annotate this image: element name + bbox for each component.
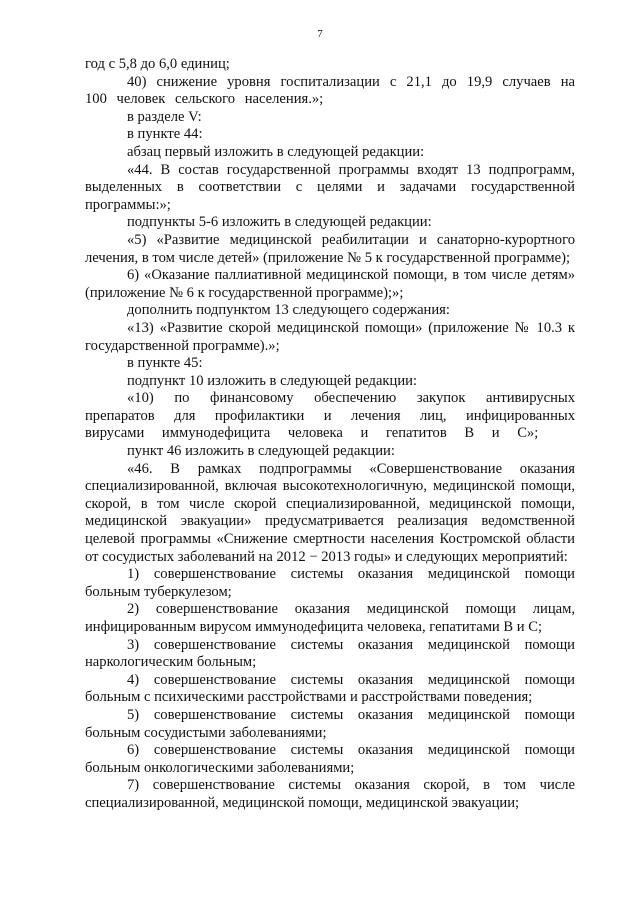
paragraph-13: подпункт 10 изложить в следующей редакции: — [127, 372, 418, 389]
paragraph-17: 1) совершенствование системы оказания медицинской помощи больным туберкулезом; — [85, 566, 575, 600]
paragraph-19: 3) совершенствование системы оказания медицинской помощи наркологическим больным; — [85, 636, 575, 671]
paragraph-1: год с 5,8 до 6,0 единиц; — [85, 56, 230, 72]
paragraph-6: «44. В состав государственной программы входят 13 подпрограмм, выделенных в соответствии с целями и задачами государственной программы:»; — [85, 161, 575, 213]
paragraph-11: «13) «Развитие скорой медицинской помощи» (приложение № 10.3 к государственной программе).»; — [85, 319, 575, 354]
paragraph-18: 2) совершенствование оказания медицинской помощи лицам, инфицированным вирусом иммунодефицита человека, гепатитами В и С; — [85, 601, 575, 635]
paragraph-7: подпункты 5-6 изложить в следующей редакции: — [127, 214, 432, 231]
paragraph-4: в пункте 44: — [127, 126, 203, 143]
paragraph-23: 7) совершенствование системы оказания скорой, в том числе специализированной, медицинской помощи, медицинской эвакуации; — [85, 777, 575, 811]
paragraph-3: в разделе V: — [127, 108, 202, 125]
paragraph-2: 40) снижение уровня госпитализации с 21,1 до 19,9 случаев на 100 человек сельского населения.»; — [85, 73, 575, 108]
paragraph-14: «10) по финансовому обеспечению закупок антивирусных препаратов для профилактики и лечения лиц, инфицированных вирусами иммунодефицита человека и гепатитов В и С»; — [85, 390, 575, 442]
paragraph-16: «46. В рамках подпрограммы «Совершенствование оказания специализированной, включая высокотехнологичную, медицинской помощи, скорой, в том числе скорой специализированной, медицинской помощи, медицинской эвакуации» предусматривается реализация ведомственной целевой программы «Снижение смертности населения Костромской области от сосудистых заболеваний на 2012 − 2013 годы» и следующих мероприятий: — [85, 460, 575, 565]
paragraph-20: 4) совершенствование системы оказания медицинской помощи больным с психическими расстройствами и расстройствами поведения; — [85, 671, 575, 706]
paragraph-12: в пункте 45: — [127, 355, 203, 372]
paragraph-5: абзац первый изложить в следующей редакции: — [127, 143, 425, 160]
page-number: 7 — [317, 28, 323, 40]
paragraph-21: 5) совершенствование системы оказания медицинской помощи больным сосудистыми заболеваниями; — [85, 706, 575, 741]
paragraph-10: дополнить подпунктом 13 следующего содержания: — [127, 302, 450, 319]
paragraph-8: «5) «Развитие медицинской реабилитации и санаторно-курортного лечения, в том числе детей» (приложение № 5 к государственной программе); — [85, 231, 575, 266]
paragraph-22: 6) совершенствование системы оказания медицинской помощи больным онкологическими заболеваниями; — [85, 742, 575, 776]
paragraph-9: 6) «Оказание паллиативной медицинской помощи, в том числе детям» (приложение № 6 к государственной программе);»; — [85, 267, 575, 301]
paragraph-15: пункт 46 изложить в следующей редакции: — [127, 443, 395, 460]
document-body — [85, 56, 575, 813]
